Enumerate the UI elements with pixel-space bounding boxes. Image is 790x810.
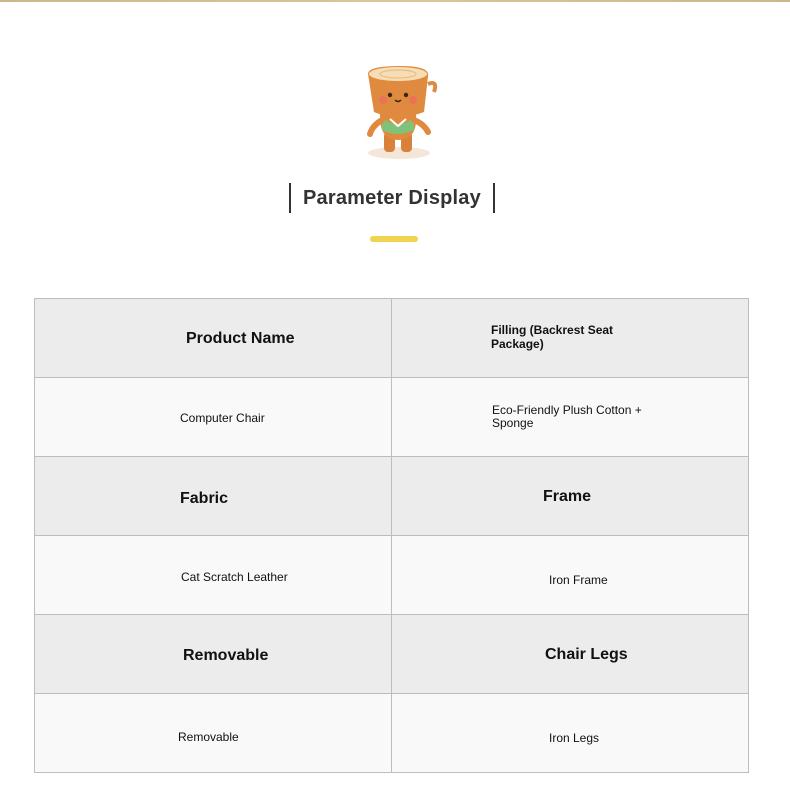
section-header [289, 183, 495, 213]
param-value: Iron Frame [549, 573, 608, 587]
table-cell [35, 457, 392, 536]
table-row [35, 694, 749, 773]
table-row [35, 457, 749, 536]
param-label: Removable [183, 647, 269, 664]
param-label: Filling (Backrest Seat Package) [491, 323, 614, 351]
table-row [35, 615, 749, 694]
table-row [35, 536, 749, 615]
param-label: Chair Legs [545, 646, 628, 663]
param-label: Product Name [186, 330, 295, 347]
parameter-table [34, 298, 749, 773]
table-cell [35, 536, 392, 615]
param-value: Cat Scratch Leather [181, 570, 288, 584]
table-cell [35, 615, 392, 694]
param-label: Fabric [180, 490, 229, 507]
table-cell [392, 615, 749, 694]
table-cell [35, 299, 392, 378]
title-right-bar [493, 183, 495, 213]
table-cell [392, 378, 749, 457]
param-label: Frame [543, 488, 592, 505]
title-left-bar [289, 183, 291, 213]
table-cell [392, 536, 749, 615]
title-accent-underline [370, 236, 418, 242]
param-value: Removable [178, 730, 239, 744]
param-value: Eco-Friendly Plush Cotton + Sponge [492, 403, 642, 430]
table-cell [392, 457, 749, 536]
table-cell [392, 694, 749, 773]
table-cell [35, 694, 392, 773]
table-cell [35, 378, 392, 457]
section-title: Parameter Display [303, 186, 481, 209]
param-value: Computer Chair [180, 411, 265, 425]
param-value: Iron Legs [549, 731, 600, 745]
table-row [35, 378, 749, 457]
table-cell [392, 299, 749, 378]
tree-stump-mascot-icon [358, 62, 438, 162]
table-row [35, 299, 749, 378]
top-border [0, 0, 790, 2]
